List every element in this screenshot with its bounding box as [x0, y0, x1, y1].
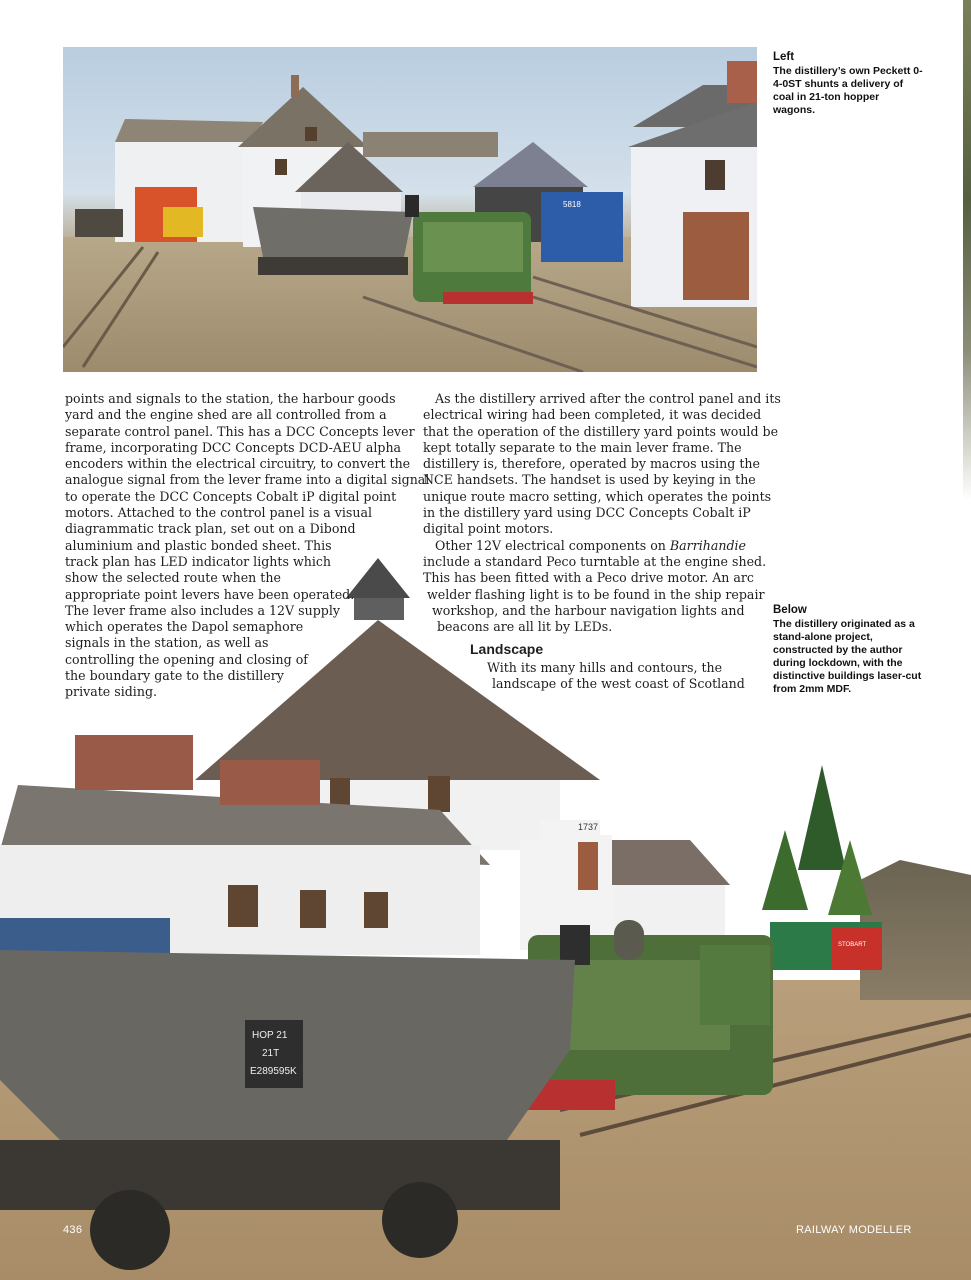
lorry-cab: [832, 928, 882, 970]
text-line: controlling the opening and closing of: [65, 651, 308, 667]
body-column-left: [65, 391, 430, 701]
paragraph-electrical-components: [423, 537, 767, 636]
text-line: motors. Attached to the control panel is a visual: [65, 505, 372, 521]
text-line: frame, incorporating DCC Concepts DCD-AEU alpha: [65, 439, 402, 455]
small-roof: [612, 840, 730, 885]
loco-chimney: [560, 925, 590, 965]
text-line: NCE handsets. The handset is used by keying in the: [423, 472, 756, 488]
chimney-2: [220, 760, 320, 805]
magazine-name: RAILWAY MODELLER: [796, 1224, 912, 1236]
window: [300, 890, 326, 928]
section-heading-landscape: Landscape: [470, 641, 544, 658]
window: [578, 842, 598, 890]
loco-tank: [423, 222, 523, 272]
text-line: separate control panel. This has a DCC Concepts lever: [65, 423, 415, 439]
text-line: the boundary gate to the distillery: [65, 668, 284, 684]
text-line: yard and the engine shed are all controlled from a: [65, 407, 387, 423]
wagon-wheel: [90, 1190, 170, 1270]
blue-wagon: [541, 192, 623, 262]
window: [705, 160, 725, 190]
text-line: track plan has LED indicator lights which: [65, 553, 332, 569]
window: [364, 892, 388, 928]
caption-below-title: Below: [773, 604, 807, 616]
text-line: appropriate point levers have been operated.: [65, 586, 355, 602]
caption-left: [773, 51, 923, 117]
window: [275, 159, 287, 175]
blue-wagon: [0, 918, 170, 953]
text-line: The lever frame also includes a 12V supply: [65, 602, 340, 618]
page-number: 436: [63, 1224, 83, 1236]
text-line: include a standard Peco turntable at the engine shed.: [423, 553, 767, 569]
text-line: unique route macro setting, which operates the points: [423, 488, 772, 504]
tree: [798, 765, 846, 870]
open-wagon: [75, 209, 123, 237]
wagon-number: 5818: [563, 200, 581, 209]
paragraph-landscape: [423, 660, 755, 693]
text-line: beacons are all lit by LEDs.: [437, 619, 613, 635]
layout-name-italic: Barrihandie: [669, 537, 747, 553]
yellow-loader: [163, 207, 203, 237]
hopper-wagons: [253, 207, 413, 262]
text-line: aluminium and plastic bonded sheet. This: [65, 537, 332, 553]
text-line: that the operation of the distillery yard points would be: [423, 423, 779, 439]
paragraph-distillery-macros: [423, 391, 781, 538]
gable-roof: [238, 87, 368, 147]
text-line: analogue signal from the lever frame into a digital signal: [65, 472, 430, 488]
top-photo-distillery-yard: [63, 47, 757, 372]
text-line: diagrammatic track plan, set out on a Dibond: [65, 521, 356, 537]
left-roof: [115, 119, 263, 142]
date-stone: 1737: [578, 822, 599, 832]
caption-below-text: The distillery originated as a stand-alone project, constructed by the author during lockdown, with the distinctive buildings laser-cut from 2mm MDF.: [773, 618, 922, 695]
window: [228, 885, 258, 927]
loco-dome: [614, 920, 644, 960]
caption-left-title: Left: [773, 51, 795, 63]
text-line-with-italic: [423, 538, 755, 554]
text-line: digital point motors.: [423, 521, 554, 537]
hopper-chassis: [0, 1140, 560, 1210]
text-line: welder flashing light is to be found in the ship repair: [427, 586, 765, 602]
text-line: in the distillery yard using DCC Concepts Cobalt iP: [423, 505, 751, 521]
text-line: This has been fitted with a Peco drive motor. An arc: [423, 570, 754, 586]
loco-cab: [700, 945, 770, 1025]
text-line: which operates the Dapol semaphore: [65, 619, 304, 635]
text-line: encoders within the electrical circuitry, to convert the: [65, 456, 411, 472]
loco-buffer-beam: [443, 292, 533, 304]
lorry-sign: STOBART: [838, 942, 867, 948]
chimney: [291, 75, 299, 97]
body-column-right: [423, 391, 781, 692]
wagon-wheel: [382, 1182, 458, 1258]
text-fragment: Other 12V electrical components on: [435, 537, 670, 553]
text-line: to operate the DCC Concepts Cobalt iP digital point: [65, 488, 397, 504]
text-line: private siding.: [65, 684, 158, 700]
chimney-stack: [727, 61, 757, 103]
window: [305, 127, 317, 141]
adjacent-page-edge: [963, 0, 971, 500]
hopper-line-1: HOP 21: [252, 1030, 288, 1041]
text-line: landscape of the west coast of Scotland: [492, 676, 745, 692]
hopper-line-3: E289595K: [250, 1066, 297, 1077]
text-line: signals in the station, as well as: [65, 635, 269, 651]
hopper-chassis: [258, 257, 408, 275]
text-line: electrical wiring had been completed, it was decided: [423, 407, 762, 423]
text-line: show the selected route when the: [65, 570, 281, 586]
top-photo-scene: [63, 47, 757, 372]
text-line: As the distillery arrived after the control panel and its: [435, 391, 781, 406]
hopper-line-2: 21T: [262, 1048, 280, 1059]
chimney-1: [75, 735, 193, 790]
brown-door: [683, 212, 749, 300]
back-roof: [363, 132, 498, 157]
caption-left-text: The distillery’s own Peckett 0-4-0ST shunts a delivery of coal in 21-ton hopper wagons.: [773, 65, 923, 116]
text-line: distillery is, therefore, operated by macros using the: [423, 456, 760, 472]
text-line: points and signals to the station, the harbour goods: [65, 391, 396, 406]
text-line: workshop, and the harbour navigation lights and: [432, 602, 745, 618]
loco-chimney: [405, 195, 419, 217]
paragraph-control-panel: [65, 391, 430, 701]
text-line: With its many hills and contours, the: [487, 659, 723, 675]
window: [428, 776, 450, 812]
text-line: kept totally separate to the main lever frame. The: [423, 439, 742, 455]
